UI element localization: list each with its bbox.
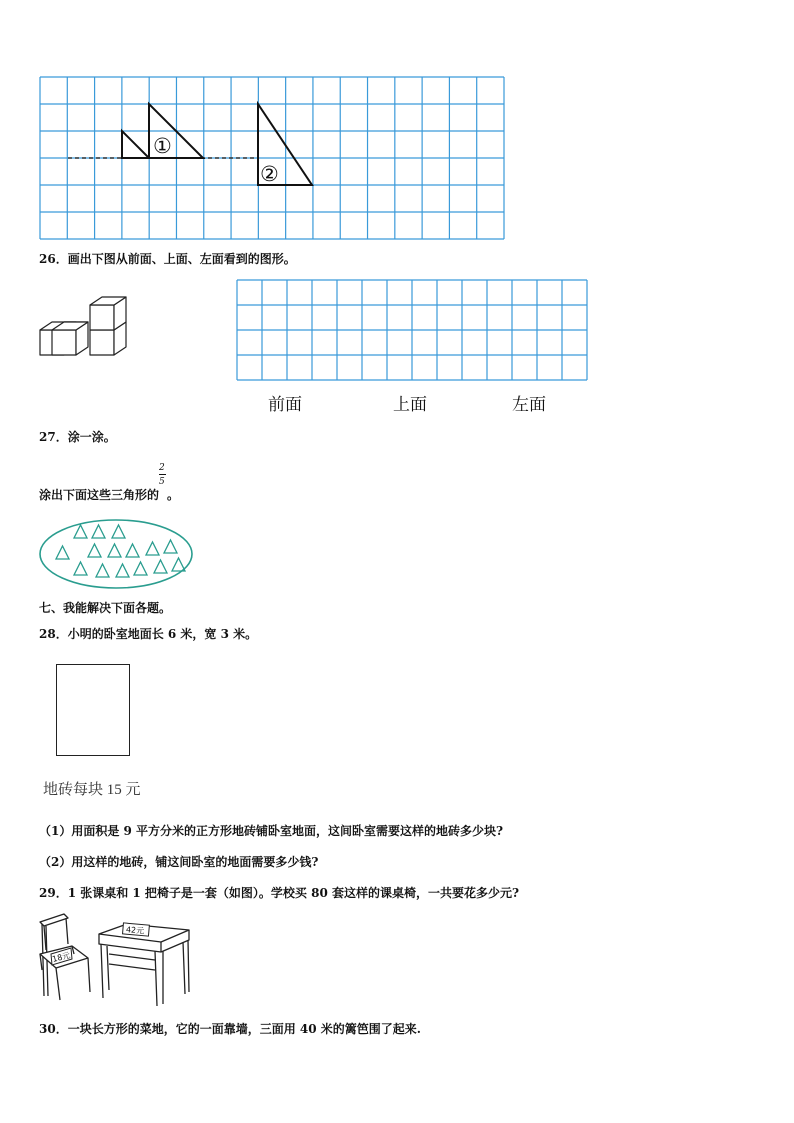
q27-number: 27．: [39, 430, 68, 444]
fraction-numerator: 2: [159, 463, 165, 473]
triangle-shape: [126, 544, 139, 557]
triangle-shape: [108, 544, 121, 557]
view-label-front: 前面: [268, 395, 302, 414]
q28-text: 小明的卧室地面长 6 米，宽 3 米。: [67, 627, 258, 641]
q29-prompt: [39, 884, 519, 901]
q27-title-text: 涂一涂。: [67, 430, 116, 444]
fraction-two-fifths: [159, 463, 167, 499]
triangle-shape: [134, 562, 147, 575]
top-grid: [40, 77, 506, 239]
q28-sub1: （1）用面积是 9 平方分米的正方形地砖铺卧室地面，这间卧室需要这样的地砖多少块?: [39, 824, 504, 838]
top-grid-lines: [40, 77, 504, 239]
q26-grid: [237, 280, 589, 382]
fraction-bar: [159, 474, 166, 475]
triangle-small: [122, 131, 149, 158]
q26-prompt: [39, 250, 296, 267]
q27-instruction: [39, 463, 180, 503]
q30-prompt: [39, 1020, 421, 1037]
q28-sub2: （2）用这样的地砖，铺这间卧室的地面需要多少钱?: [39, 855, 319, 869]
desk-price: 42元: [125, 925, 145, 936]
triangle-shape: [88, 544, 101, 557]
desk-figure: [97, 920, 193, 1006]
shape-label-2: ②: [260, 162, 279, 186]
q29-number: 29．: [39, 886, 68, 900]
view-label-left: 左面: [512, 395, 546, 414]
q26-text: 画出下图从前面、上面、左面看到的图形。: [67, 252, 296, 266]
cube-stack-figure: [38, 295, 133, 360]
q26-grid-lines: [237, 280, 587, 380]
triangle-shape: [74, 562, 87, 575]
chair-price: 18元: [51, 950, 72, 964]
q27-text-before: 涂出下面这些三角形的: [39, 488, 160, 502]
tile-price-label: 地砖每块 15 元: [43, 782, 141, 798]
q28-number: 28．: [39, 627, 68, 641]
view-label-top: 上面: [393, 395, 427, 414]
triangle-shape: [172, 558, 185, 571]
q30-text: 一块长方形的菜地，它的一面靠墙，三面用 40 米的篱笆围了起来.: [67, 1022, 421, 1036]
triangle-shape: [116, 564, 129, 577]
triangle-shape: [154, 560, 167, 573]
triangle-shape: [96, 564, 109, 577]
section-7-heading: 七、我能解决下面各题。: [39, 601, 172, 615]
triangle-shape: [92, 525, 105, 538]
triangle-shape: [74, 525, 87, 538]
triangle-shape: [56, 546, 69, 559]
triangle-shape: [164, 540, 177, 553]
triangle-shape: [112, 525, 125, 538]
q27-text-after: 。: [167, 488, 180, 502]
triangle-ellipse-figure: [38, 518, 194, 590]
shape-label-1: ①: [153, 134, 172, 158]
q26-number: 26．: [39, 252, 68, 266]
q29-text: 1 张课桌和 1 把椅子是一套（如图）。学校买 80 套这样的课桌椅，一共要花多少元?: [67, 886, 520, 900]
q30-number: 30．: [39, 1022, 68, 1036]
q27-title: [39, 428, 116, 445]
bedroom-rectangle: [56, 664, 130, 756]
chair-figure: [36, 910, 92, 1002]
q28-prompt: [39, 625, 257, 642]
triangle-shape: [146, 542, 159, 555]
fraction-denominator: 5: [159, 477, 165, 487]
